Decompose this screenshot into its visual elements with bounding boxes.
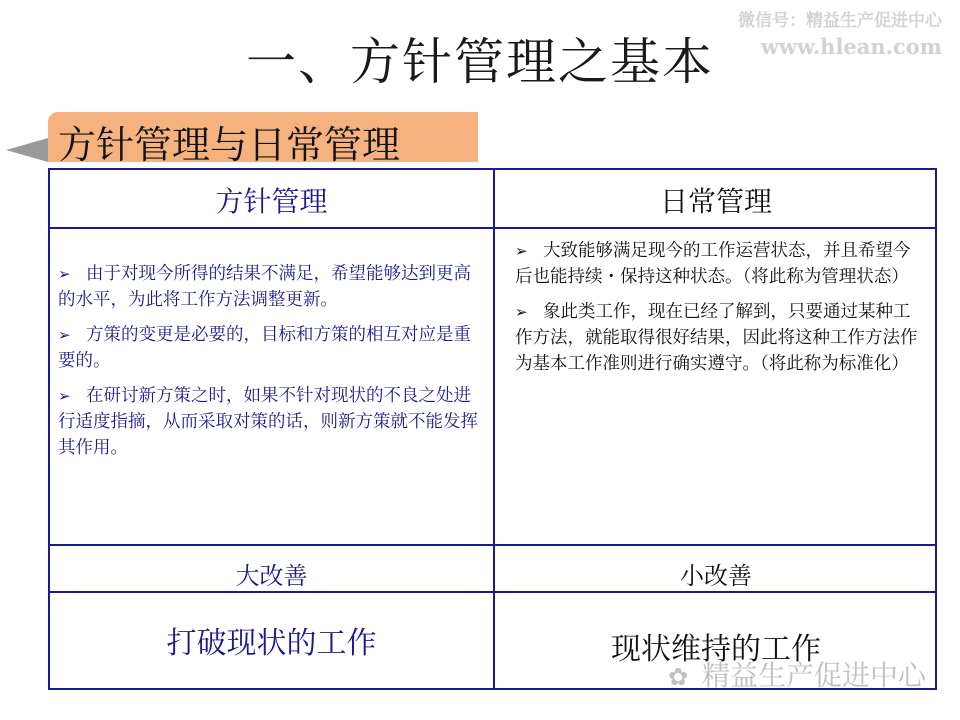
arrow-bullet-icon: ➢ <box>58 387 71 405</box>
body-divider <box>50 544 935 546</box>
comparison-table <box>48 168 937 690</box>
list-item: ➢ 大致能够满足现今的工作运营状态，并且希望今后也能持续・保持这种状态。（将此称为管理状态） <box>515 238 924 290</box>
label-divider <box>50 591 935 593</box>
list-item: ➢ 象此类工作，现在已经了解到，只要通过某种工作方法，就能取得很好结果，因此将这种工作方法作为基本工作准则进行确实遵守。（将此称为标准化） <box>515 299 924 377</box>
header-daily-management: 日常管理 <box>659 185 772 218</box>
watermark-url: www.hlean.com <box>760 34 942 59</box>
arrow-marker-icon <box>6 138 48 162</box>
list-item: ➢ 方策的变更是必要的，目标和方策的相互对应是重要的。 <box>58 322 485 374</box>
daily-points <box>507 238 932 386</box>
watermark-wechat-id: 微信号：精益生产促进中心 <box>738 11 942 31</box>
breakthrough-work-label: 打破现状的工作 <box>166 626 377 661</box>
big-improvement-label: 大改善 <box>235 562 308 590</box>
header-divider <box>50 227 935 229</box>
list-item: ➢ 由于对现今所得的结果不满足，希望能够达到更高的水平，为此将工作方法调整更新。 <box>58 261 485 313</box>
watermark-bottom: ✿ 精益生产促进中心 <box>667 659 926 692</box>
arrow-bullet-icon: ➢ <box>58 326 71 344</box>
small-improvement-label: 小改善 <box>680 562 752 590</box>
watermark-top <box>738 8 942 60</box>
arrow-bullet-icon: ➢ <box>58 265 71 283</box>
maintenance-work-label: 现状维持的工作 <box>611 632 821 667</box>
wechat-icon: ✿ <box>667 663 689 691</box>
policy-points <box>50 261 493 470</box>
column-divider <box>493 170 495 688</box>
list-item: ➢ 在研讨新方策之时，如果不针对现状的不良之处进行适度指摘，从而采取对策的话，则新方策就不能发挥其作用。 <box>58 383 485 461</box>
main-title: 一、方针管理之基本 <box>246 33 714 91</box>
header-policy-management: 方针管理 <box>215 185 328 218</box>
arrow-bullet-icon: ➢ <box>515 303 528 321</box>
subtitle: 方针管理与日常管理 <box>58 123 401 167</box>
arrow-bullet-icon: ➢ <box>515 242 528 260</box>
